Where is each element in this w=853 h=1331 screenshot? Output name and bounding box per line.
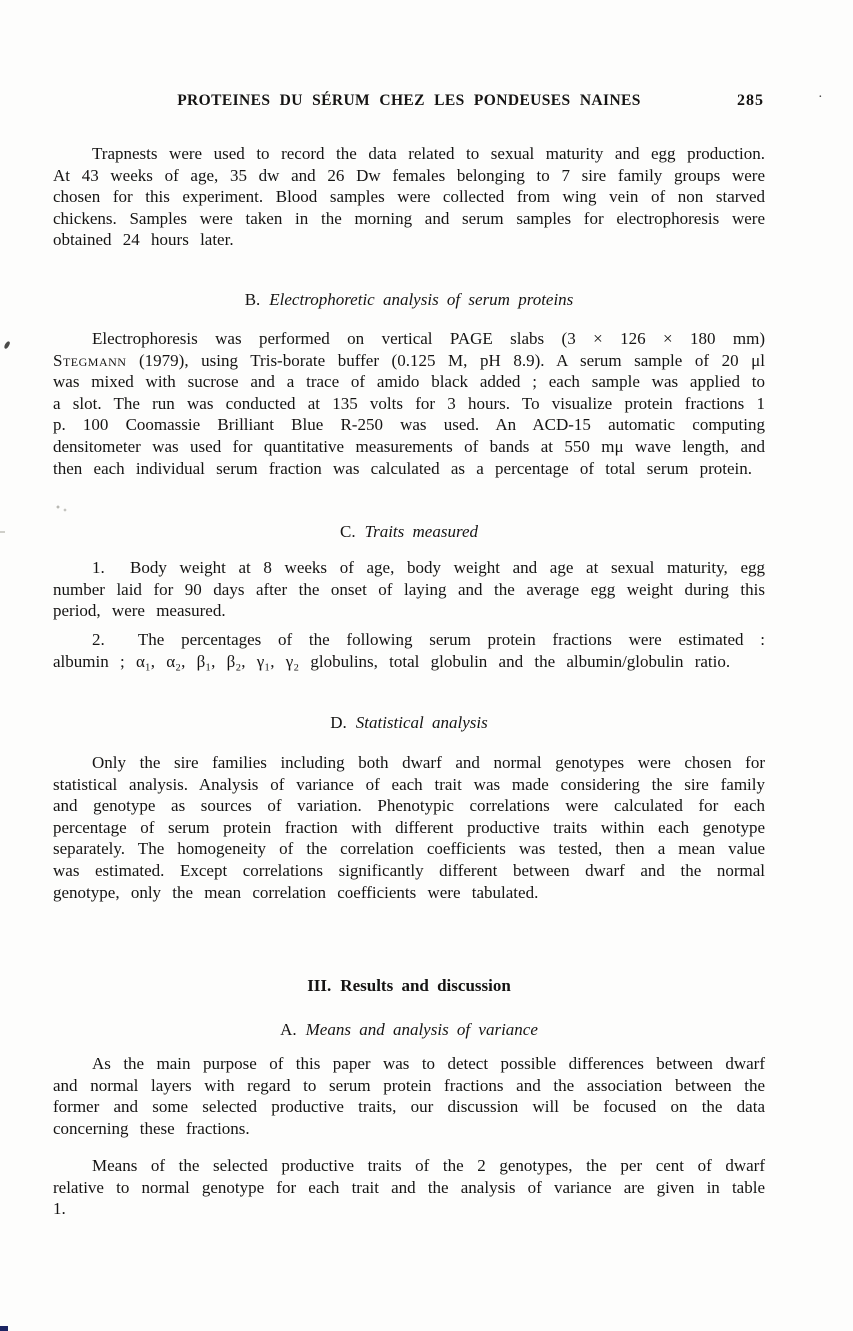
heading-title: Statistical analysis bbox=[355, 713, 488, 732]
heading-section-a bbox=[53, 1020, 765, 1040]
author-name-smallcaps: Stegmann bbox=[53, 350, 127, 370]
heading-section-d bbox=[53, 713, 765, 733]
heading-label: D. bbox=[330, 713, 347, 732]
heading-title: Means and analysis of variance bbox=[305, 1020, 538, 1039]
paragraph-means-1: As the main purpose of this paper was to detect possible differences between dwarf and normal layers with regard to serum protein fractions and the association between the former and some selected productive traits, our discussion will be focused on the data concerning these fractions. bbox=[53, 1054, 765, 1138]
heading-label: B. bbox=[244, 290, 261, 309]
running-title: PROTEINES DU SÉRUM CHEZ LES PONDEUSES NAINES bbox=[177, 92, 641, 109]
heading-title: Electrophoretic analysis of serum proteins bbox=[269, 290, 574, 309]
heading-label: A. bbox=[280, 1020, 297, 1039]
paragraph-text-after-author: (1979), using Tris-borate buffer (0.125 M, pH 8.9). A serum sample of 20 μl was mixed with sucrose and a trace of amido black added ; each sample was applied to a slot. The run was conducted at 135 volts for 3 hours. To visualize protein fractions 1 p. 100 Coomassie Brilliant Blue R-250 was used. An ACD-15 automatic computing densitometer was used for quantitative measurements of bands at 550 mμ wave length, and then each individual serum fraction was calculated as a percentage of total serum protein. bbox=[53, 350, 765, 478]
heading-label: III. bbox=[307, 976, 332, 995]
page-number: 285 bbox=[737, 92, 764, 109]
paragraph-statistical-analysis: Only the sire families including both dwarf and normal genotypes were chosen for statistical analysis. Analysis of variance of each trait was made considering the sire family and genotype as sources of variation. Phenotypic correlations were calculated for each percentage of serum protein fraction with different productive traits within each genotype separately. The homogeneity of the correlation coefficients was tested, then a mean value was estimated. Except correlations significantly different between dwarf and the normal genotype, only the mean correlation coefficients were tabulated. bbox=[53, 753, 765, 902]
heading-title: Results and discussion bbox=[340, 976, 511, 995]
heading-results-discussion bbox=[53, 976, 765, 996]
margin-dot-artifact: · bbox=[818, 90, 823, 105]
corner-ink-artifact bbox=[0, 1326, 8, 1331]
paragraph-text-before-author: Electrophoresis was performed on vertical PAGE slabs (3 × 126 × 180 mm) bbox=[92, 329, 765, 348]
paragraph-traits-2: 2. The percentages of the following serum protein fractions were estimated : albumin ; α₁, α₂, β₁, β₂, γ₁, γ₂ globulins, total globulin and the albumin/globulin ratio. bbox=[53, 630, 765, 671]
scan-dash-artifact bbox=[0, 531, 5, 533]
heading-label: C. bbox=[339, 522, 356, 541]
paragraph-traits-1: 1. Body weight at 8 weeks of age, body weight and age at sexual maturity, egg number laid for 90 days after the onset of laying and the average egg weight during this period, were measured. bbox=[53, 558, 765, 621]
scan-speck-artifact bbox=[3, 341, 10, 350]
paragraph-electrophoresis bbox=[53, 328, 765, 479]
paragraph-means-2: Means of the selected productive traits of the 2 genotypes, the per cent of dwarf relative to normal genotype for each trait and the analysis of variance are given in table 1. bbox=[53, 1156, 765, 1219]
heading-section-b bbox=[53, 290, 765, 310]
running-head bbox=[0, 92, 853, 114]
heading-title: Traits measured bbox=[364, 522, 478, 541]
paragraph-trapnests: Trapnests were used to record the data related to sexual maturity and egg production. At 43 weeks of age, 35 dw and 26 Dw females belonging to 7 sire family groups were chosen for this experiment. Blood samples were collected from wing vein of non starved chickens. Samples were taken in the morning and serum samples for electrophoresis were obtained 24 hours later. bbox=[53, 144, 765, 250]
scan-dots-artifact bbox=[56, 505, 72, 513]
heading-section-c bbox=[53, 522, 765, 542]
